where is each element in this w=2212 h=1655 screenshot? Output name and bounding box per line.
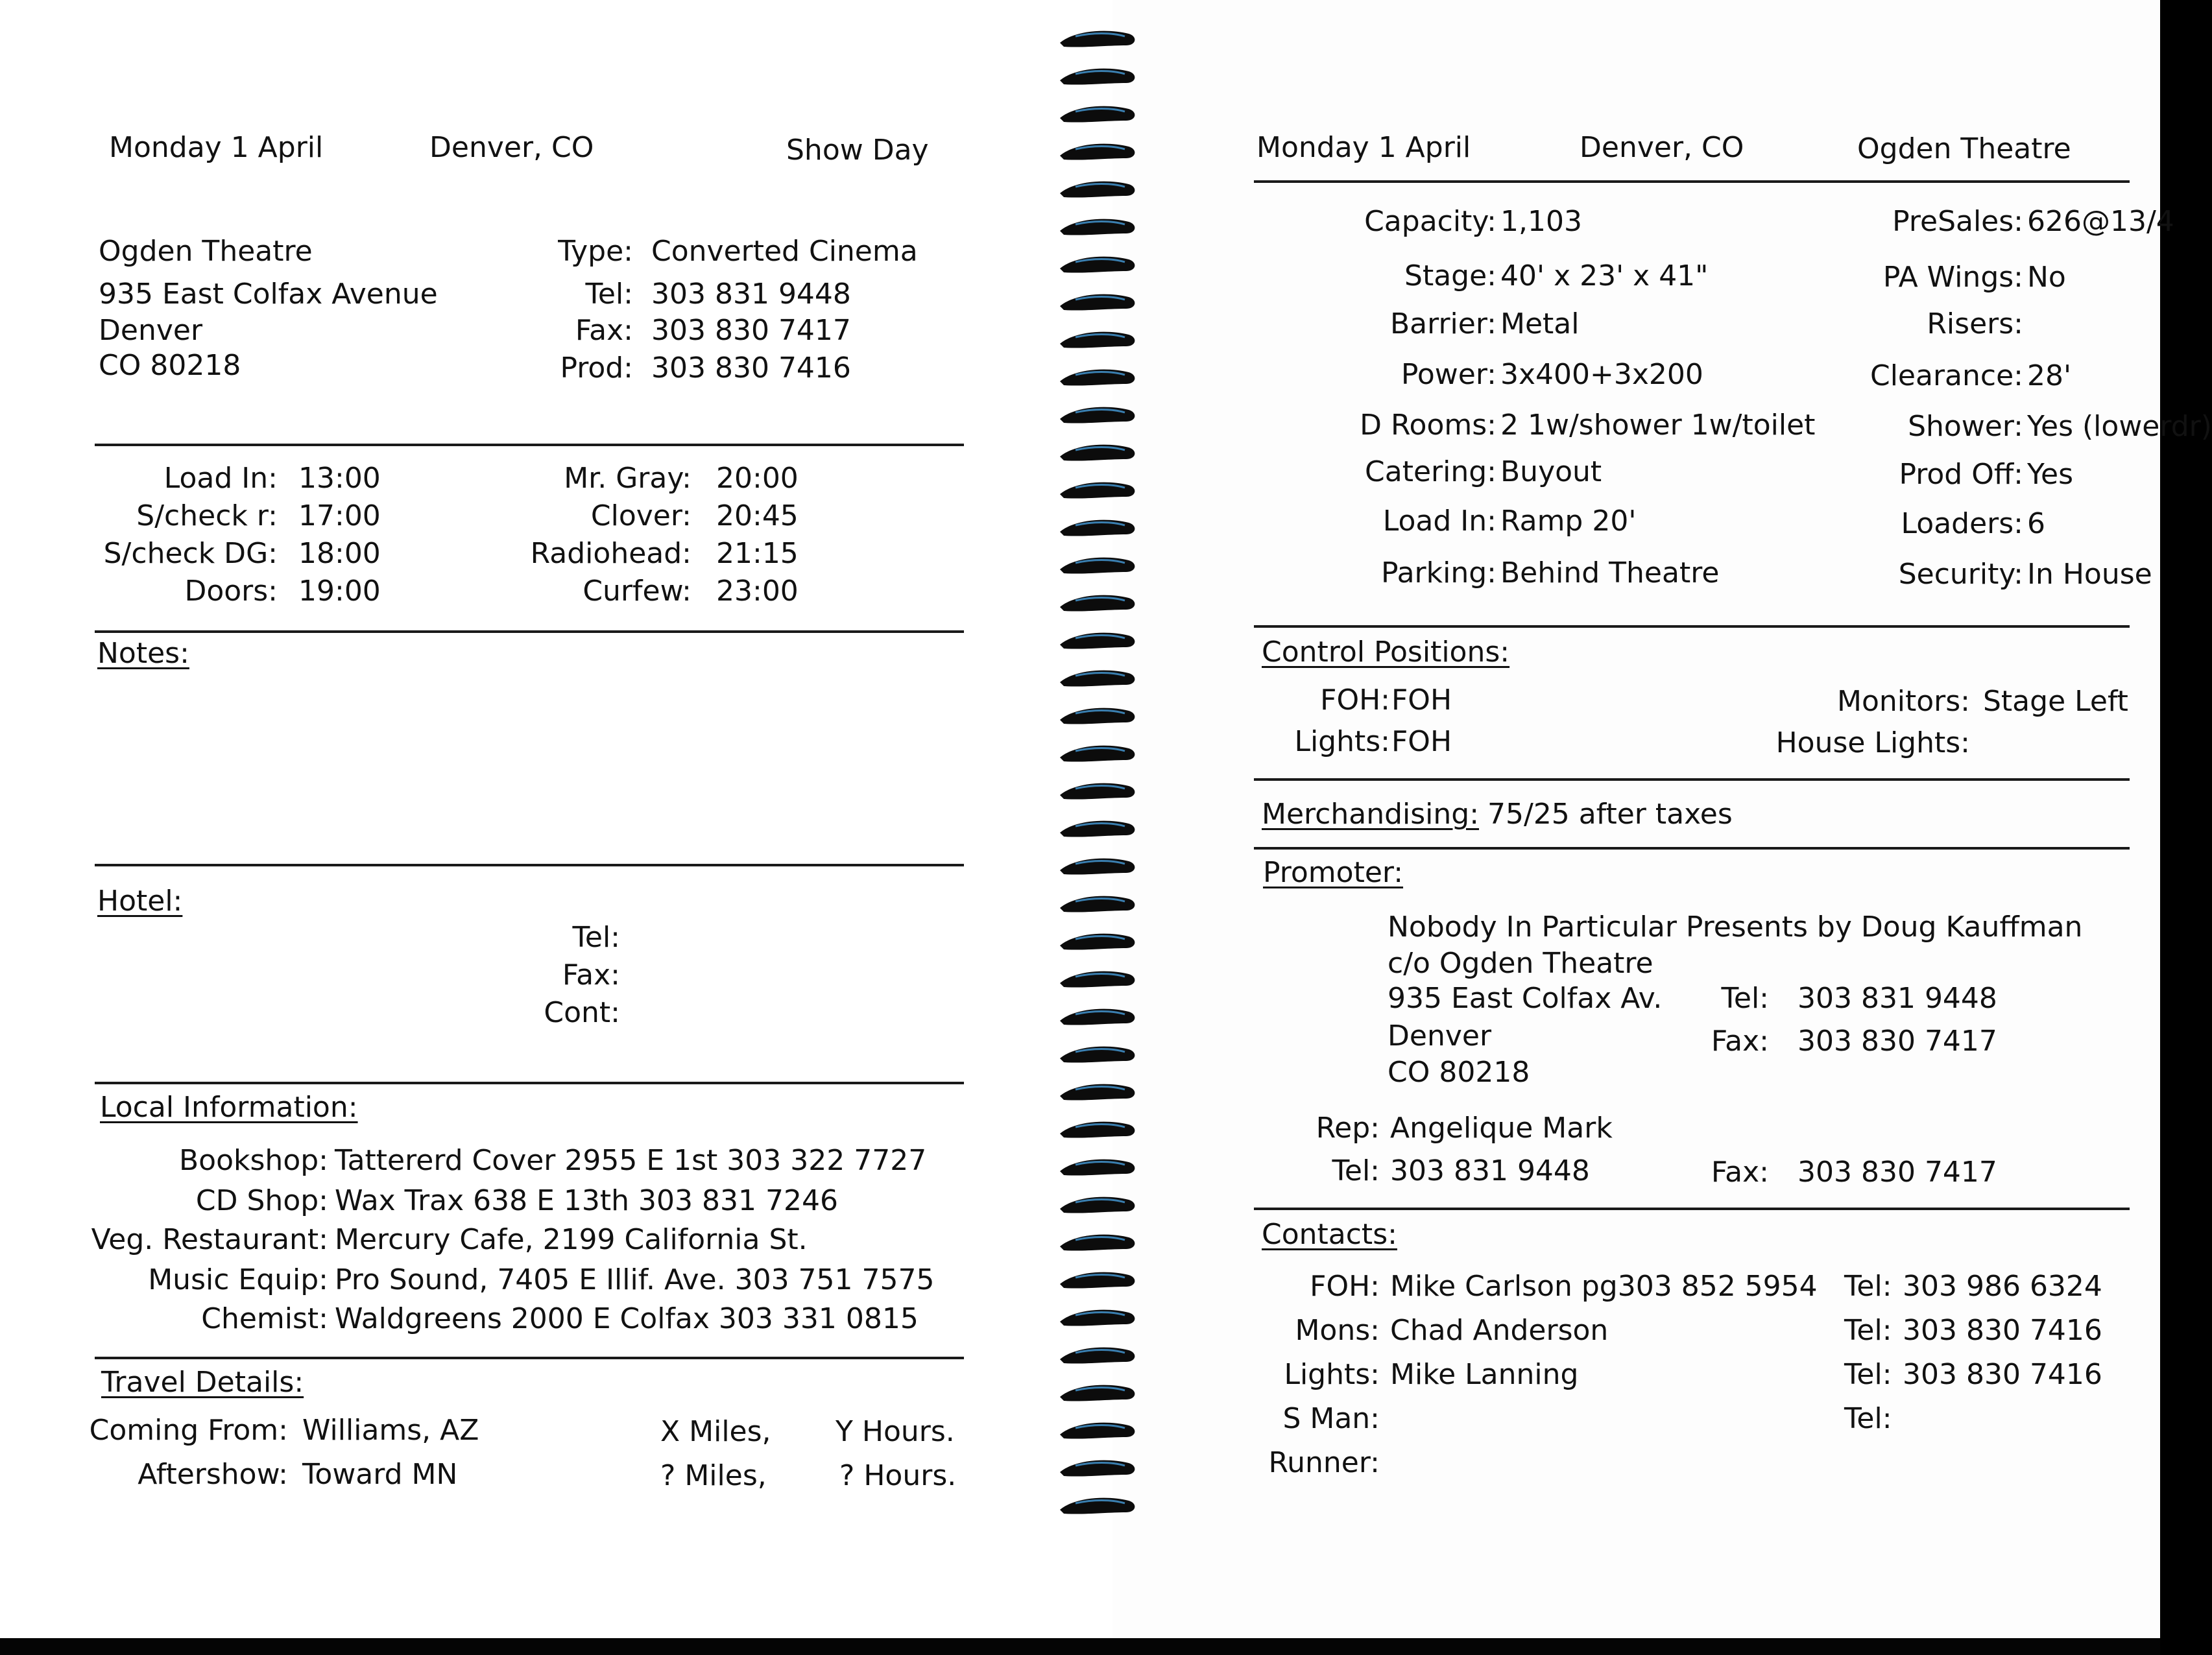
spiral-coil	[1056, 1267, 1139, 1291]
travel-label: Coming From:	[89, 1414, 288, 1447]
schedule-act-label: Radiohead:	[530, 537, 691, 570]
schedule-time: 18:00	[298, 537, 381, 570]
spec-label: Capacity:	[1364, 205, 1497, 238]
spec-label: Shower:	[1908, 410, 2023, 443]
contact-tel-label: Tel:	[1844, 1270, 1892, 1303]
spiral-coil	[1056, 741, 1139, 764]
venue-type-value: Converted Cinema	[651, 235, 918, 268]
spiral-coil	[1056, 553, 1139, 576]
spiral-coil	[1056, 252, 1139, 275]
schedule-label: Doors:	[184, 575, 278, 608]
rep-tel-label: Tel:	[1332, 1154, 1380, 1187]
spec-value: Yes (lowerdr)	[2027, 410, 2212, 443]
contact-role: S Man:	[1282, 1402, 1380, 1435]
spiral-coil	[1056, 1493, 1139, 1516]
local-info-value: Mercury Cafe, 2199 California St.	[335, 1223, 808, 1256]
control-positions-heading: Control Positions:	[1262, 636, 1510, 669]
control-house-lights-label: House Lights:	[1775, 726, 1970, 759]
spec-label: Power:	[1401, 358, 1497, 391]
schedule-act-label: Curfew:	[583, 575, 691, 608]
spiral-coil	[1056, 1079, 1139, 1102]
rep-tel-value: 303 831 9448	[1390, 1154, 1590, 1187]
spiral-coil	[1056, 477, 1139, 501]
promoter-tel-label: Tel:	[1721, 982, 1769, 1015]
divider	[95, 444, 964, 446]
spiral-coil	[1056, 590, 1139, 613]
spec-label: Clearance:	[1869, 359, 2023, 392]
spec-value: 40' x 23' x 41"	[1500, 259, 1709, 292]
contact-role: Mons:	[1295, 1314, 1380, 1347]
divider	[1254, 625, 2130, 628]
spiral-coil	[1056, 289, 1139, 313]
notes-heading: Notes:	[97, 637, 189, 670]
spec-value: 2 1w/shower 1w/toilet	[1500, 409, 1816, 442]
spiral-coil	[1056, 139, 1139, 162]
venue-prod-value: 303 830 7416	[651, 351, 851, 385]
schedule-act-time: 21:15	[716, 537, 799, 570]
spiral-coil	[1056, 364, 1139, 388]
promoter-tel-value: 303 831 9448	[1797, 982, 1997, 1015]
divider	[1254, 1208, 2130, 1210]
spiral-coil	[1056, 1418, 1139, 1441]
spiral-coil	[1056, 853, 1139, 877]
spiral-coil	[1056, 628, 1139, 651]
divider	[1254, 847, 2130, 850]
contact-tel: 303 830 7416	[1903, 1358, 2102, 1391]
venue-fax-label: Fax:	[575, 314, 633, 347]
contacts-heading: Contacts:	[1262, 1218, 1397, 1251]
venue-type-label: Type:	[558, 235, 633, 268]
venue-fax-value: 303 830 7417	[651, 314, 851, 347]
right-header-venue: Ogden Theatre	[1857, 132, 2071, 165]
merchandising-heading: Merchandising:	[1262, 798, 1480, 831]
schedule-act-label: Mr. Gray:	[564, 462, 691, 495]
spec-value: 6	[2027, 507, 2045, 540]
spiral-coil	[1056, 1230, 1139, 1253]
local-info-value: Waldgreens 2000 E Colfax 303 331 0815	[335, 1302, 919, 1335]
spec-value: Buyout	[1500, 455, 1602, 488]
venue-address-line3: CO 80218	[99, 349, 241, 382]
control-monitors-value: Stage Left	[1983, 685, 2128, 718]
promoter-heading: Promoter:	[1263, 856, 1404, 889]
promoter-zip: CO 80218	[1388, 1056, 1530, 1089]
spec-value: Yes	[2027, 458, 2074, 491]
spiral-coil	[1056, 402, 1139, 425]
spec-label: Prod Off:	[1899, 458, 2023, 491]
venue-address-line1: 935 East Colfax Avenue	[99, 278, 438, 311]
local-info-value: Wax Trax 638 E 13th 303 831 7246	[335, 1184, 838, 1217]
divider	[1254, 180, 2130, 183]
local-info-label: Veg. Restaurant:	[91, 1223, 328, 1256]
schedule-act-label: Clover:	[590, 499, 691, 532]
spiral-coil	[1056, 891, 1139, 914]
contact-tel: 303 830 7416	[1903, 1314, 2102, 1347]
local-info-heading: Local Information:	[100, 1091, 358, 1124]
contact-name: Mike Carlson pg303 852 5954	[1390, 1270, 1818, 1303]
spiral-coil	[1056, 1117, 1139, 1140]
travel-label: Aftershow:	[138, 1458, 288, 1491]
venue-prod-label: Prod:	[560, 351, 633, 385]
contact-tel-label: Tel:	[1844, 1402, 1892, 1435]
schedule-label: S/check r:	[136, 499, 278, 532]
rep-fax-label: Fax:	[1711, 1156, 1769, 1189]
spec-value: 626@13/4	[2027, 205, 2174, 238]
rep-label: Rep:	[1316, 1112, 1380, 1145]
scan-edge	[0, 1638, 2160, 1655]
travel-hours: Y Hours.	[836, 1415, 955, 1448]
spiral-coil	[1056, 440, 1139, 463]
schedule-time: 13:00	[298, 462, 381, 495]
divider	[95, 1082, 964, 1084]
spec-label: Catering:	[1365, 455, 1497, 488]
hotel-cont-label: Cont:	[544, 996, 620, 1029]
left-header-city: Denver, CO	[429, 131, 594, 164]
spiral-coil	[1056, 1154, 1139, 1178]
venue-name: Ogden Theatre	[99, 235, 313, 268]
left-page	[0, 0, 1112, 1638]
spec-label: Barrier:	[1390, 307, 1497, 340]
divider	[95, 1357, 964, 1359]
travel-value: Williams, AZ	[302, 1414, 479, 1447]
contact-tel-label: Tel:	[1844, 1358, 1892, 1391]
spiral-coil	[1056, 703, 1139, 726]
contact-name: Chad Anderson	[1390, 1314, 1609, 1347]
local-info-value: Tattererd Cover 2955 E 1st 303 322 7727	[335, 1144, 927, 1177]
spiral-coil	[1056, 929, 1139, 952]
contact-name: Mike Lanning	[1390, 1358, 1579, 1391]
merchandising-value: 75/25 after taxes	[1487, 798, 1733, 831]
promoter-fax-label: Fax:	[1711, 1025, 1769, 1058]
travel-hours: ? Hours.	[839, 1459, 957, 1492]
spec-label: PA Wings:	[1882, 261, 2023, 294]
spiral-coil	[1056, 816, 1139, 839]
divider	[95, 630, 964, 633]
local-info-value: Pro Sound, 7405 E Illif. Ave. 303 751 7575	[335, 1263, 935, 1296]
left-header-type: Show Day	[786, 134, 929, 167]
spec-label: D Rooms:	[1360, 409, 1497, 442]
spiral-coil	[1056, 214, 1139, 237]
control-monitors-label: Monitors:	[1836, 685, 1970, 718]
control-foh-value: FOH	[1391, 684, 1452, 717]
contact-tel: 303 986 6324	[1903, 1270, 2102, 1303]
spiral-coil	[1056, 176, 1139, 200]
spec-label: Stage:	[1404, 259, 1497, 292]
spec-label: Loaders:	[1901, 507, 2023, 540]
spec-value: No	[2027, 261, 2066, 294]
spiral-coil	[1056, 327, 1139, 350]
schedule-time: 17:00	[298, 499, 381, 532]
spiral-coil	[1056, 1342, 1139, 1366]
travel-heading: Travel Details:	[101, 1366, 304, 1399]
spiral-coil	[1056, 64, 1139, 87]
spec-label: Parking:	[1381, 556, 1497, 589]
spec-value: 28'	[2027, 359, 2072, 392]
travel-miles: ? Miles,	[660, 1459, 767, 1492]
hotel-fax-label: Fax:	[562, 958, 620, 992]
spec-value: 1,103	[1500, 205, 1582, 238]
venue-address-line2: Denver	[99, 314, 203, 347]
spec-label: PreSales:	[1892, 205, 2023, 238]
left-header-date: Monday 1 April	[109, 131, 324, 164]
control-lights-label: Lights:	[1294, 725, 1390, 758]
control-lights-value: FOH	[1391, 725, 1452, 758]
spiral-coil	[1056, 1305, 1139, 1328]
promoter-address: 935 East Colfax Av.	[1388, 982, 1663, 1015]
local-info-label: CD Shop:	[195, 1184, 328, 1217]
local-info-label: Music Equip:	[148, 1263, 328, 1296]
hotel-tel-label: Tel:	[572, 921, 620, 954]
spec-label: Risers:	[1927, 307, 2023, 340]
schedule-act-time: 20:00	[716, 462, 799, 495]
spiral-coil	[1056, 26, 1139, 49]
contact-role: Lights:	[1284, 1358, 1380, 1391]
promoter-care-of: c/o Ogden Theatre	[1388, 947, 1653, 980]
spiral-coil	[1056, 101, 1139, 125]
schedule-label: S/check DG:	[103, 537, 278, 570]
spiral-coil	[1056, 1192, 1139, 1215]
spiral-coil	[1056, 966, 1139, 990]
schedule-label: Load In:	[163, 462, 278, 495]
travel-value: Toward MN	[302, 1458, 458, 1491]
hotel-heading: Hotel:	[97, 885, 183, 918]
right-header-date: Monday 1 April	[1256, 131, 1471, 164]
spec-value: In House	[2027, 558, 2152, 591]
rep-fax-value: 303 830 7417	[1797, 1156, 1997, 1189]
promoter-name: Nobody In Particular Presents by Doug Kauffman	[1388, 911, 2083, 944]
promoter-fax-value: 303 830 7417	[1797, 1025, 1997, 1058]
spiral-coil	[1056, 1042, 1139, 1065]
promoter-city: Denver	[1388, 1019, 1492, 1053]
right-header-city: Denver, CO	[1580, 131, 1744, 164]
venue-tel-value: 303 831 9448	[651, 278, 851, 311]
spec-value: Behind Theatre	[1500, 556, 1720, 589]
local-info-label: Bookshop:	[179, 1144, 328, 1177]
spiral-coil	[1056, 1004, 1139, 1027]
travel-miles: X Miles,	[660, 1415, 771, 1448]
rep-value: Angelique Mark	[1390, 1112, 1613, 1145]
spiral-coil	[1056, 515, 1139, 538]
right-page	[1112, 0, 2212, 1638]
spec-value: 3x400+3x200	[1500, 358, 1703, 391]
divider	[95, 864, 964, 866]
spiral-coil	[1056, 1380, 1139, 1403]
spec-label: Security:	[1898, 558, 2023, 591]
contact-role: FOH:	[1310, 1270, 1380, 1303]
divider	[1254, 778, 2130, 781]
spec-value: Metal	[1500, 307, 1580, 340]
schedule-act-time: 23:00	[716, 575, 799, 608]
spec-value: Ramp 20'	[1500, 505, 1637, 538]
contact-tel-label: Tel:	[1844, 1314, 1892, 1347]
spec-label: Load In:	[1382, 505, 1497, 538]
schedule-time: 19:00	[298, 575, 381, 608]
spiral-coil	[1056, 1455, 1139, 1479]
spiral-coil	[1056, 778, 1139, 802]
venue-tel-label: Tel:	[585, 278, 633, 311]
local-info-label: Chemist:	[201, 1302, 328, 1335]
spiral-coil	[1056, 665, 1139, 689]
schedule-act-time: 20:45	[716, 499, 799, 532]
contact-role: Runner:	[1268, 1446, 1380, 1479]
control-foh-label: FOH:	[1320, 684, 1390, 717]
